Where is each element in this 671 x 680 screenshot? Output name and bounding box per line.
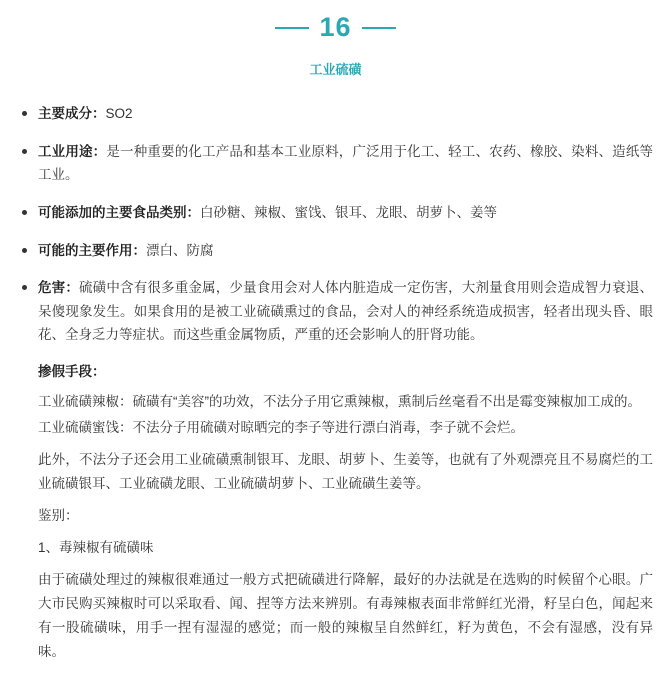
page-title: 工业硫磺 [309, 62, 362, 77]
fact-text: 漂白、防腐 [146, 242, 214, 258]
paragraph: 由于硫磺处理过的辣椒很难通过一般方式把硫磺进行降解，最好的办法就是在选购的时候留个心眼。广大市民购买辣椒时可以采取看、闻、捏等方法来辨别。有毒辣椒表面非常鲜红光滑，籽呈白色，闻起来有一股硫磺味，用手一捏有湿湿的感觉；而一般的辣椒呈自然鲜红，籽为黄色，不会有湿感，没有异味。 [38, 572, 653, 660]
paragraph: 此外，不法分子还会用工业硫磺熏制银耳、龙眼、胡萝卜、生姜等，也就有了外观漂亮且不易腐烂的工业硫磺银耳、工业硫磺龙眼、工业硫磺胡萝卜、工业硫磺生姜等。 [38, 451, 653, 491]
facts-list [18, 102, 653, 347]
list-item [18, 102, 653, 126]
divider-right [362, 27, 396, 29]
fact-label: 工业用途： [38, 143, 107, 159]
fact-label: 可能的主要作用： [38, 242, 146, 258]
fact-text: 硫磺中含有很多重金属，少量食用会对人体内脏造成一定伤害，大剂量食用则会造成智力衰退、呆傻现象发生。如果食用的是被工业硫磺熏过的食品，会对人的神经系统造成损害，轻者出现头昏、眼花、全身乏力等症状。而这些重金属物质，严重的还会影响人的肝肾功能。 [38, 280, 654, 343]
paragraph: 工业硫磺辣椒：硫磺有“美容”的功效，不法分子用它熏辣椒，熏制后丝毫看不出是霉变辣椒加工成的。 [38, 393, 641, 409]
list-item [18, 201, 653, 225]
list-item [18, 276, 653, 347]
chapter-number: 16 [319, 12, 352, 42]
chapter-number-row [18, 14, 653, 41]
fact-label: 主要成分： [38, 106, 106, 121]
paragraph: 工业硫磺蜜饯：不法分子用硫磺对晾晒完的李子等进行漂白消毒，李子就不会烂。 [38, 419, 524, 435]
list-item [18, 239, 653, 263]
fact-label: 危害： [38, 280, 80, 296]
paragraph: 1、毒辣椒有硫磺味 [38, 540, 154, 556]
list-item [18, 140, 653, 187]
adulteration-section [18, 361, 653, 496]
paragraph: 鉴别： [38, 508, 79, 523]
identification-section [18, 504, 653, 664]
fact-label: 可能添加的主要食品类别： [38, 204, 200, 220]
section-heading: 掺假手段： [38, 364, 106, 379]
divider-left [275, 27, 309, 29]
page-header [18, 0, 653, 78]
fact-text: SO2 [105, 106, 133, 121]
fact-text: 白砂糖、辣椒、蜜饯、银耳、龙眼、胡萝卜、姜等 [200, 204, 497, 220]
fact-text: 是一种重要的化工产品和基本工业原料，广泛用于化工、轻工、农药、橡胶、染料、造纸等工业。 [38, 143, 654, 183]
